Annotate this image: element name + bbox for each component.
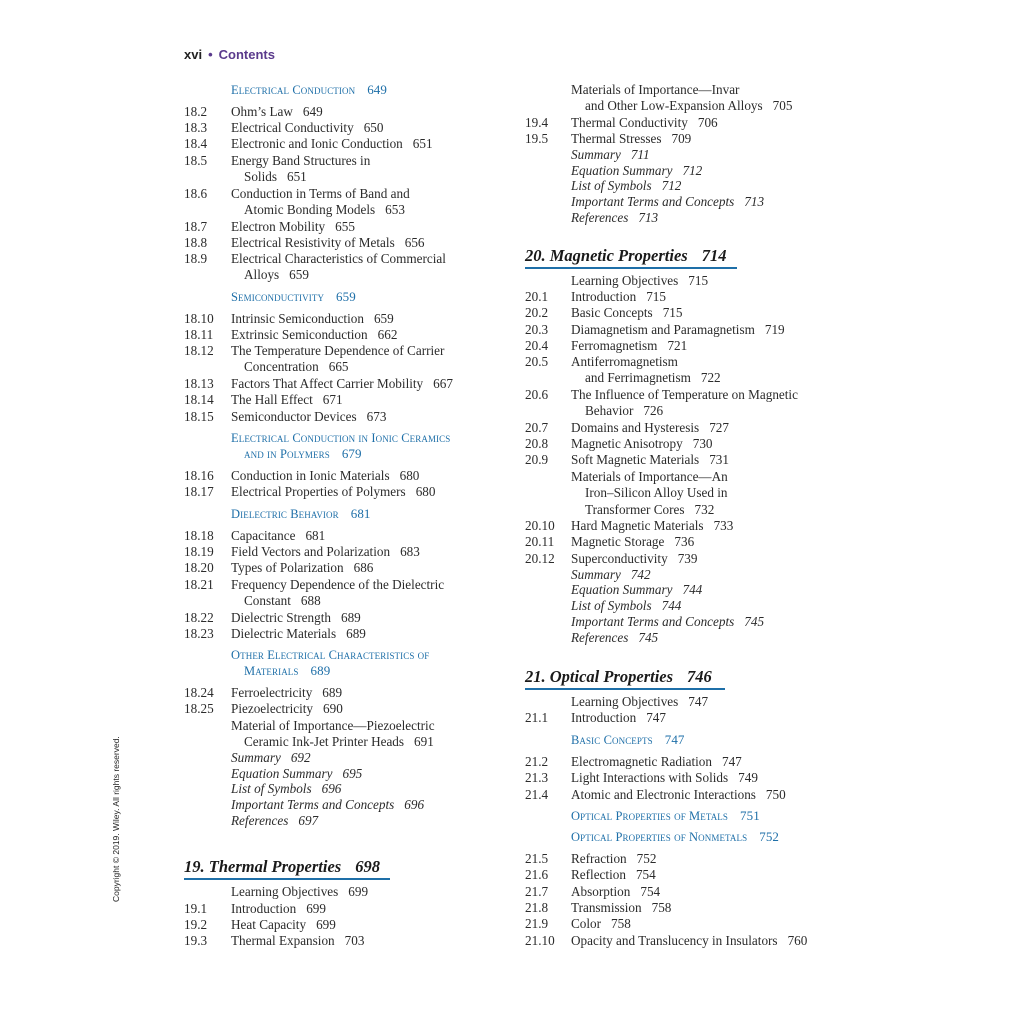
subsection-semiconductivity: Semiconductivity 659 [231, 289, 356, 304]
subsection-optical-nonmetals: Optical Properties of Nonmetals 752 [571, 829, 780, 844]
running-header [184, 47, 275, 62]
chapter-rule [184, 878, 390, 880]
chapter-rule [525, 688, 725, 690]
chapter-heading-20: 20. Magnetic Properties 714 [525, 246, 727, 265]
page-number: xvi [184, 47, 203, 62]
subsection-electrical-conduction: Electrical Conduction 649 [231, 82, 388, 97]
subsection-ionic-ceramics: Electrical Conduction in Ionic Ceramics [231, 431, 451, 445]
subsection-optical-metals: Optical Properties of Metals 751 [571, 808, 760, 823]
chapter-heading-19: 19. Thermal Properties 698 [184, 857, 380, 876]
subsection-basic-concepts: Basic Concepts 747 [571, 732, 685, 747]
chapter-heading-21: 21. Optical Properties 746 [525, 667, 712, 686]
header-title: Contents [218, 47, 275, 62]
subsection-dielectric-behavior: Dielectric Behavior 681 [231, 506, 371, 521]
header-separator: • [208, 47, 213, 62]
chapter-rule [525, 267, 737, 269]
subsection-other-electrical-cont: Materials 689 [244, 663, 331, 678]
subsection-ionic-ceramics-cont: and in Polymers 679 [244, 446, 362, 461]
subsection-other-electrical: Other Electrical Characteristics of [231, 648, 430, 662]
copyright-notice: Copyright © 2019. Wiley. All rights reserved. [111, 736, 121, 902]
